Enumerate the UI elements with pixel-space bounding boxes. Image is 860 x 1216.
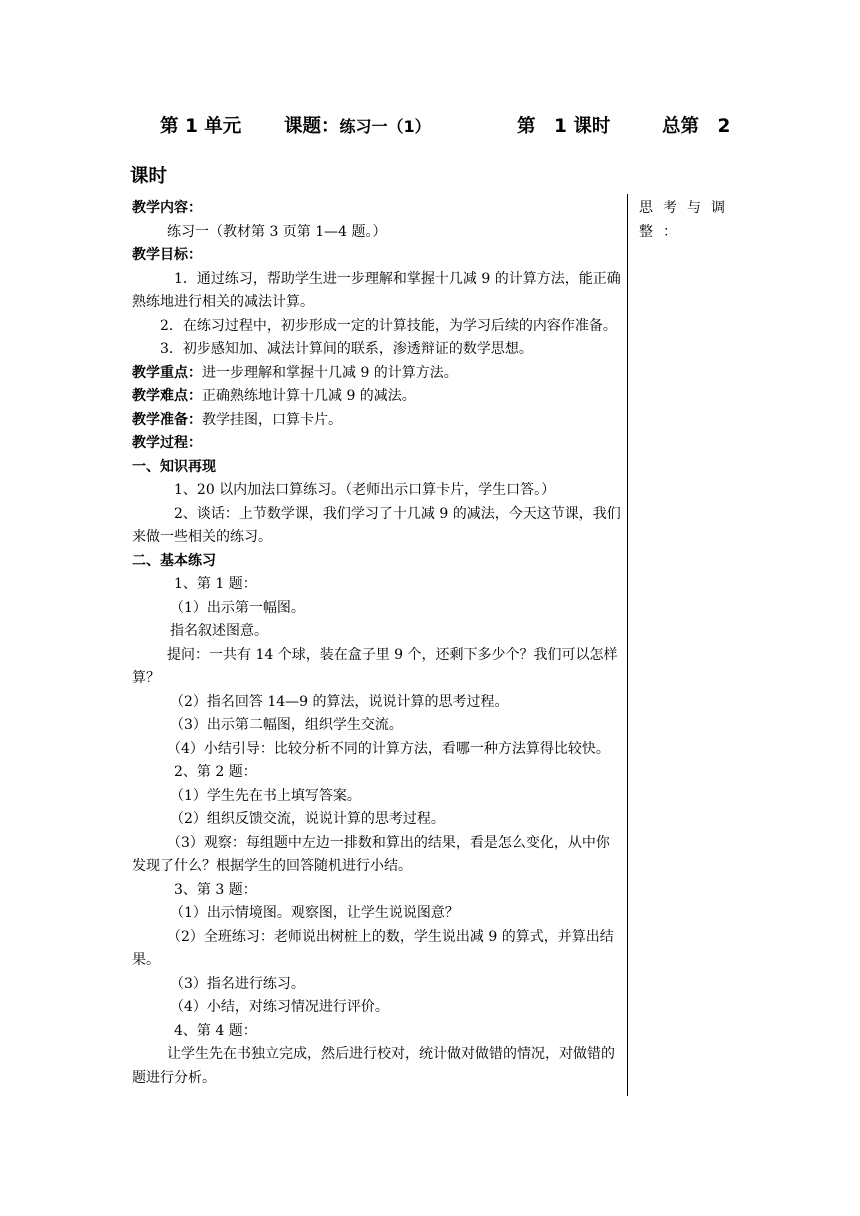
section-heading: 二、基本练习 — [132, 552, 216, 569]
lesson-header — [130, 112, 740, 188]
key-point — [132, 362, 622, 386]
reflection-label-line1: 思考与调 — [639, 200, 735, 216]
difficulty-label: 教学难点： — [132, 388, 202, 404]
difficulty-text: 正确熟练地计算十几减 9 的减法。 — [202, 388, 416, 404]
step: （3）出示第二幅图，组织学生交流。 — [170, 717, 403, 733]
unit-label: 第 1 单元 — [160, 116, 242, 137]
question-heading: 1、第 1 题： — [174, 576, 257, 592]
question-heading: 4、第 4 题： — [174, 1022, 257, 1039]
question-heading: 3、第 3 题： — [174, 881, 257, 898]
lesson-plan-body — [132, 197, 622, 1090]
objectives-label: 教学目标： — [132, 247, 202, 263]
topic-name: 练习一（1） — [339, 117, 431, 136]
step: （4）小结，对练习情况进行评价。 — [170, 999, 389, 1015]
difficulty — [132, 385, 622, 409]
step: （2）组织反馈交流，说说计算的思考过程。 — [170, 811, 445, 827]
step: （2）全班练习：老师说出树桩上的数，学生说出减 9 的算式，并算出结果。 — [132, 928, 614, 968]
objective-3: 3．初步感知加、减法计算间的联系，渗透辩证的数学思想。 — [160, 341, 533, 357]
step: （1）出示情境图。观察图，让学生说说图意？ — [170, 905, 459, 921]
question-heading: 2、第 2 题： — [174, 764, 257, 780]
key-point-text: 进一步理解和掌握十几减 9 的计算方法。 — [202, 364, 458, 381]
step: 让学生先在书独立完成，然后进行校对，统计做对做错的情况，对做错的题进行分析。 — [132, 1046, 615, 1086]
lesson-number: 第 1 课时 — [517, 116, 611, 137]
topic-title — [284, 112, 431, 138]
paragraph: 1、20 以内加法口算练习。（老师出示口算卡片，学生口答。） — [174, 482, 556, 498]
step: （1）出示第一幅图。 — [170, 599, 305, 616]
step: 提问：一共有 14 个球，装在盒子里 9 个，还剩下多少个？我们可以怎样算？ — [132, 646, 618, 686]
reflection-column — [639, 197, 735, 244]
teaching-content-label: 教学内容： — [132, 200, 202, 216]
step: （3）观察：每组题中左边一排数和算出的结果，看是怎么变化，从中你发现了什么？根据学生的回答随机进行小结。 — [132, 834, 610, 874]
preparation-text: 教学挂图，口算卡片。 — [202, 411, 342, 428]
step: （2）指名回答 14—9 的算法，说说计算的思考过程。 — [170, 693, 509, 710]
reflection-label-line2: 整： — [639, 223, 687, 240]
preparation-label: 教学准备： — [132, 411, 202, 428]
step: 指名叙述图意。 — [170, 623, 268, 639]
teaching-content: 练习一（教材第 3 页第 1—4 题。） — [167, 223, 387, 240]
key-point-label: 教学重点： — [132, 364, 202, 381]
section-heading: 一、知识再现 — [132, 458, 216, 475]
total-lessons-cont: 课时 — [130, 166, 168, 187]
step: （1）学生先在书上填写答案。 — [170, 787, 361, 804]
process-label: 教学过程： — [132, 435, 202, 451]
objective-1: 1．通过练习，帮助学生进一步理解和掌握十几减 9 的计算方法，能正确熟练地进行相关的减法计算。 — [132, 270, 621, 310]
preparation — [132, 409, 622, 433]
objective-2: 2．在练习过程中，初步形成一定的计算技能，为学习后续的内容作准备。 — [160, 317, 617, 334]
paragraph: 2、谈话：上节数学课，我们学习了十几减 9 的减法，今天这节课，我们来做一些相关的练习。 — [132, 505, 621, 545]
topic-label: 课题： — [284, 116, 340, 137]
column-divider — [627, 194, 628, 1096]
step: （4）小结引导：比较分析不同的计算方法，看哪一种方法算得比较快。 — [167, 740, 610, 757]
step: （3）指名进行练习。 — [170, 975, 305, 992]
total-lessons: 总第 2 — [662, 116, 731, 137]
